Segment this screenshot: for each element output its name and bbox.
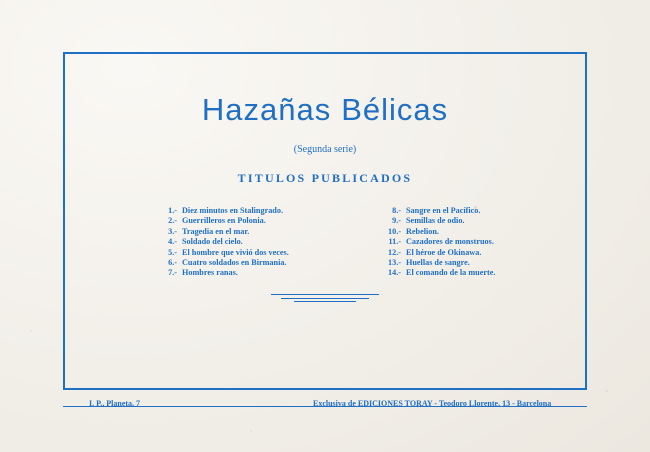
list-item — [381, 227, 557, 237]
list-item — [157, 258, 333, 268]
list-item-number: 9.- — [392, 216, 401, 226]
titles-column-left — [157, 206, 333, 279]
list-item-label: El héroe de Okinawa. — [406, 247, 482, 257]
list-item-label: Cuatro soldados en Birmania. — [182, 258, 287, 268]
list-item-label: Rebelion. — [406, 226, 439, 236]
titles-column-right — [381, 206, 557, 279]
list-item — [157, 206, 333, 216]
list-item — [381, 258, 557, 268]
list-item-number: 12.- — [388, 247, 401, 257]
list-item-label: Diez minutos en Stalingrado. — [182, 206, 283, 215]
footer-publisher-credit: Exclusiva de EDICIONES TORAY - Teodoro Llorente, 13 - Barcelona — [313, 399, 552, 408]
list-item-number: 3.- — [168, 226, 177, 236]
list-item — [157, 248, 333, 258]
list-item — [381, 206, 557, 216]
content-frame — [63, 52, 587, 390]
list-item-number: 1.- — [168, 206, 177, 215]
list-item-label: Soldado del cielo. — [182, 237, 243, 247]
list-item-label: El comando de la muerte. — [406, 268, 496, 278]
list-item-number: 2.- — [168, 216, 177, 226]
paper-speck — [606, 390, 608, 392]
list-item — [157, 268, 333, 278]
list-item-number: 13.- — [388, 258, 401, 268]
list-item-label: Semillas de odio. — [406, 216, 465, 226]
list-item-number: 8.- — [392, 206, 401, 215]
decorative-rule-3 — [294, 301, 356, 302]
page-title-word-2: Bélicas — [341, 92, 449, 127]
list-item-number: 4.- — [168, 237, 177, 247]
decorative-rule-2 — [281, 298, 369, 299]
list-item — [157, 227, 333, 237]
page-title-word-1: Hazañas — [201, 92, 332, 127]
list-item-label: Sangre en el Pacífico. — [406, 206, 481, 215]
titles-list — [157, 206, 557, 279]
list-item-number: 6.- — [168, 258, 177, 268]
page-title — [65, 92, 585, 128]
list-item-label: Tragedia en el mar. — [182, 226, 250, 236]
list-item — [157, 216, 333, 226]
footer-printer-credit: I. P., Planeta, 7 — [89, 399, 141, 408]
list-item — [381, 216, 557, 226]
list-item-label: El hombre que vivió dos veces. — [182, 247, 289, 257]
list-item-label: Cazadores de monstruos. — [406, 237, 494, 247]
page-subtitle: (Segunda serie) — [293, 144, 357, 155]
list-item-number: 11.- — [388, 237, 401, 247]
list-item-label: Hombres ranas. — [182, 268, 238, 278]
decorative-rules — [65, 294, 585, 302]
list-item-label: Huellas de sangre. — [406, 258, 470, 268]
list-item — [157, 237, 333, 247]
paper-speck — [30, 330, 32, 332]
list-item-number: 14.- — [388, 268, 401, 278]
decorative-rule-1 — [271, 294, 379, 295]
section-heading: TITULOS PUBLICADOS — [237, 171, 413, 185]
list-item-number: 10.- — [388, 226, 401, 236]
list-item — [381, 248, 557, 258]
list-item — [381, 268, 557, 278]
list-item — [381, 237, 557, 247]
list-item-label: Guerrilleros en Polonia. — [182, 216, 266, 226]
list-item-number: 7.- — [168, 268, 177, 278]
paper-speck — [250, 430, 252, 432]
list-item-number: 5.- — [168, 247, 177, 257]
